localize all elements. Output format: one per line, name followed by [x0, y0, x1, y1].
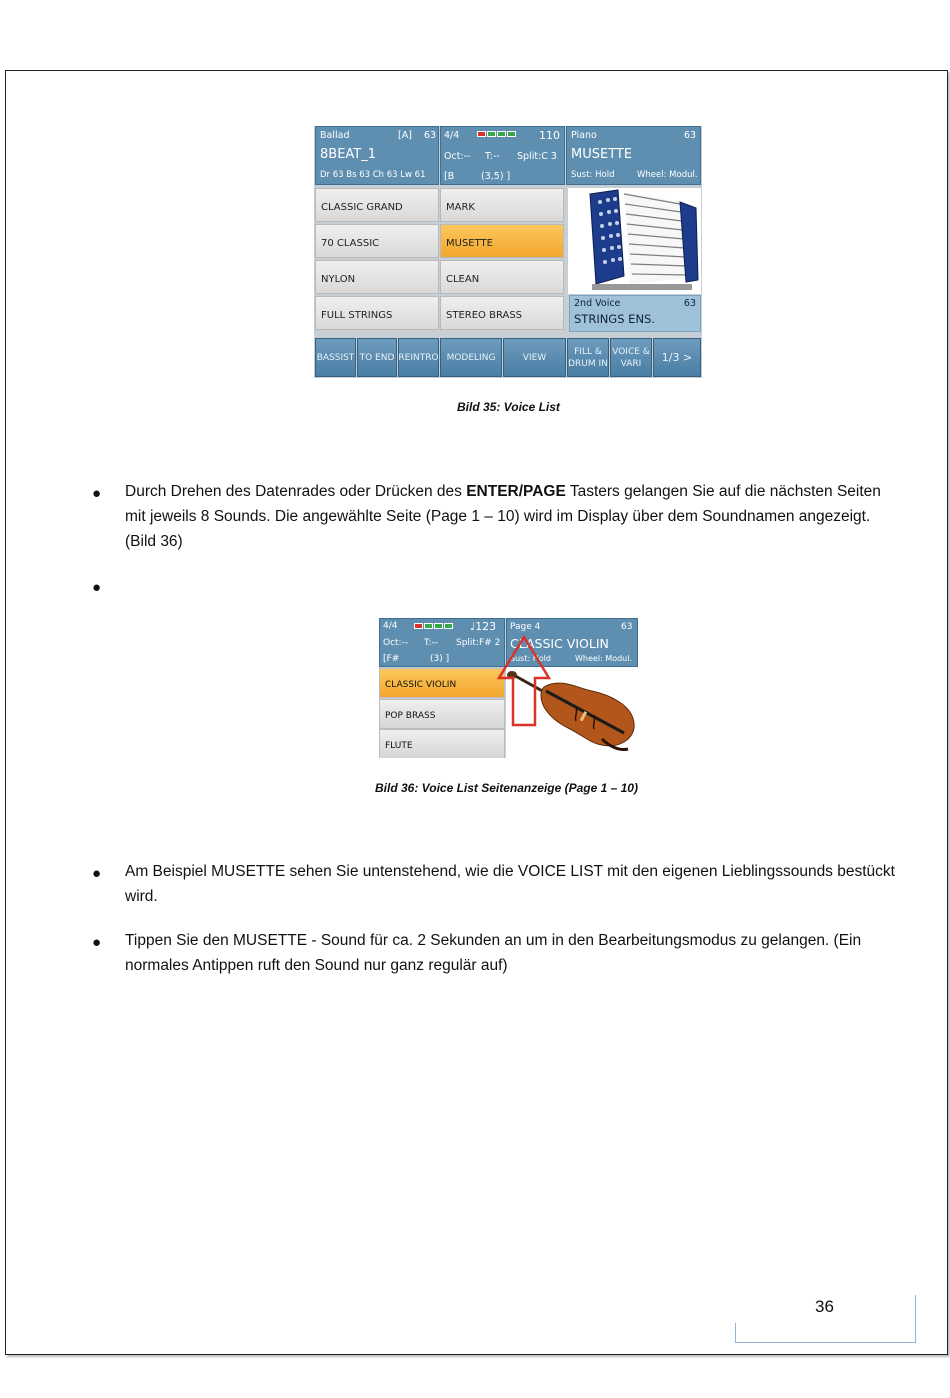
voice-panel[interactable] — [566, 126, 701, 185]
accordion-picture — [568, 188, 701, 294]
voice-button-selected[interactable]: MUSETTE — [440, 224, 564, 258]
button-label: VARI — [620, 358, 642, 369]
tempo-panel — [440, 126, 565, 185]
second-voice-panel[interactable] — [569, 295, 701, 332]
button-label: REINTRO — [398, 352, 439, 363]
tempo-value: ♩123 — [470, 620, 497, 633]
voice-name: MUSETTE — [571, 147, 633, 162]
tempo-panel — [379, 618, 505, 667]
highlight-arrow-icon — [494, 634, 554, 728]
bassist-button[interactable] — [315, 338, 356, 377]
button-label: TO END — [359, 352, 395, 363]
figure-caption: Bild 36: Voice List Seitenanzeige (Page 1 – 10) — [375, 781, 638, 795]
button-label: DRUM IN — [568, 358, 608, 369]
bar-value: (3,5) ] — [481, 171, 511, 182]
voice-volume: 63 — [684, 130, 697, 141]
voice-button[interactable]: FLUTE — [379, 729, 505, 758]
wheel-status: Wheel: Modul. — [637, 170, 698, 180]
time-signature: 4/4 — [444, 130, 460, 141]
reintro-button[interactable] — [398, 338, 439, 377]
sustain-status: Sust: Hold — [510, 654, 551, 663]
second-voice-name: STRINGS ENS. — [574, 312, 655, 326]
text: Durch Drehen des Datenrades oder Drücken des — [125, 483, 467, 500]
voice-button-selected[interactable]: CLASSIC VIOLIN — [379, 668, 505, 698]
figure-caption: Bild 35: Voice List — [457, 400, 560, 414]
octave-value: Oct:-- — [383, 638, 409, 648]
view-button[interactable] — [503, 338, 566, 377]
bar-value: (3) ] — [430, 654, 450, 664]
voice-volume: 63 — [621, 622, 633, 632]
button-label: VIEW — [522, 352, 547, 363]
button-label: VOICE & — [612, 346, 650, 357]
split-value: Split:C 3 — [517, 151, 557, 162]
text: Tasters gelangen Sie auf die nächsten Seiten mit jeweils 8 Sounds. Die angewählte Seite (Page 1 – 10) wird im Display über dem Soundnamen angezeigt. (Bild 36) — [125, 483, 881, 550]
page-indicator: Page 4 — [510, 622, 541, 632]
paragraph — [125, 479, 905, 554]
voice-list-screen — [314, 126, 702, 378]
voice-list-page-screen — [379, 618, 638, 758]
style-panel[interactable] — [315, 126, 439, 185]
style-name: 8BEAT_1 — [320, 147, 376, 162]
bullet: ● — [92, 579, 102, 596]
voice-button[interactable]: MARK — [440, 188, 564, 222]
page-number: 36 — [815, 1297, 834, 1316]
paragraph: Tippen Sie den MUSETTE - Sound für ca. 2 Sekunden an um in den Bearbeitungsmodus zu gelangen. (Ein normales Antippen ruft den Sound nur ganz regulär auf) — [125, 932, 862, 974]
chord-value: [B — [444, 171, 455, 182]
second-voice-label: 2nd Voice — [574, 298, 621, 309]
accordion-icon — [568, 188, 701, 294]
voice-button[interactable]: STEREO BRASS — [440, 296, 564, 330]
voice-name: CLASSIC VIOLIN — [510, 636, 609, 651]
wheel-status: Wheel: Modul. — [575, 654, 632, 663]
time-signature: 4/4 — [383, 621, 398, 631]
beat-meter — [414, 623, 453, 629]
button-label: MODELING — [446, 352, 496, 363]
style-bank: [A] — [398, 130, 412, 141]
voice-button[interactable]: CLEAN — [440, 260, 564, 294]
voice-button[interactable]: NYLON — [315, 260, 439, 294]
voice-button[interactable]: FULL STRINGS — [315, 296, 439, 330]
style-volume: 63 — [424, 130, 437, 141]
style-levels: Dr 63 Bs 63 Ch 63 Lw 61 — [320, 170, 426, 180]
transpose-value: T:-- — [424, 638, 439, 648]
button-label: 1/3 > — [661, 350, 693, 364]
voice-vari-button[interactable] — [610, 338, 652, 377]
transpose-value: T:-- — [485, 151, 500, 162]
next-page-button[interactable] — [653, 338, 701, 377]
tempo-value: 110 — [539, 129, 560, 142]
voice-button[interactable]: POP BRASS — [379, 699, 505, 729]
second-voice-volume: 63 — [683, 298, 696, 309]
sustain-status: Sust: Hold — [571, 170, 615, 180]
octave-value: Oct:-- — [444, 151, 471, 162]
style-category: Ballad — [320, 130, 350, 141]
bullet: ● — [92, 485, 102, 502]
button-label: FILL & — [574, 346, 602, 357]
bullet: ● — [92, 934, 102, 951]
paragraph: Am Beispiel MUSETTE sehen Sie untenstehend, wie die VOICE LIST mit den eigenen Lieblingssounds bestückt wird. — [125, 863, 895, 905]
voice-button[interactable]: CLASSIC GRAND — [315, 188, 439, 222]
bold-text: ENTER/PAGE — [466, 483, 566, 500]
chord-value: [F# — [383, 654, 400, 664]
modeling-button[interactable] — [440, 338, 502, 377]
to-end-button[interactable] — [357, 338, 397, 377]
beat-meter — [477, 131, 516, 137]
voice-button[interactable]: 70 CLASSIC — [315, 224, 439, 258]
fill-drum-in-button[interactable] — [567, 338, 609, 377]
split-value: Split:F# 2 — [456, 638, 501, 648]
button-label: BASSIST — [316, 352, 355, 363]
voice-category: Piano — [571, 130, 597, 141]
bullet: ● — [92, 865, 102, 882]
